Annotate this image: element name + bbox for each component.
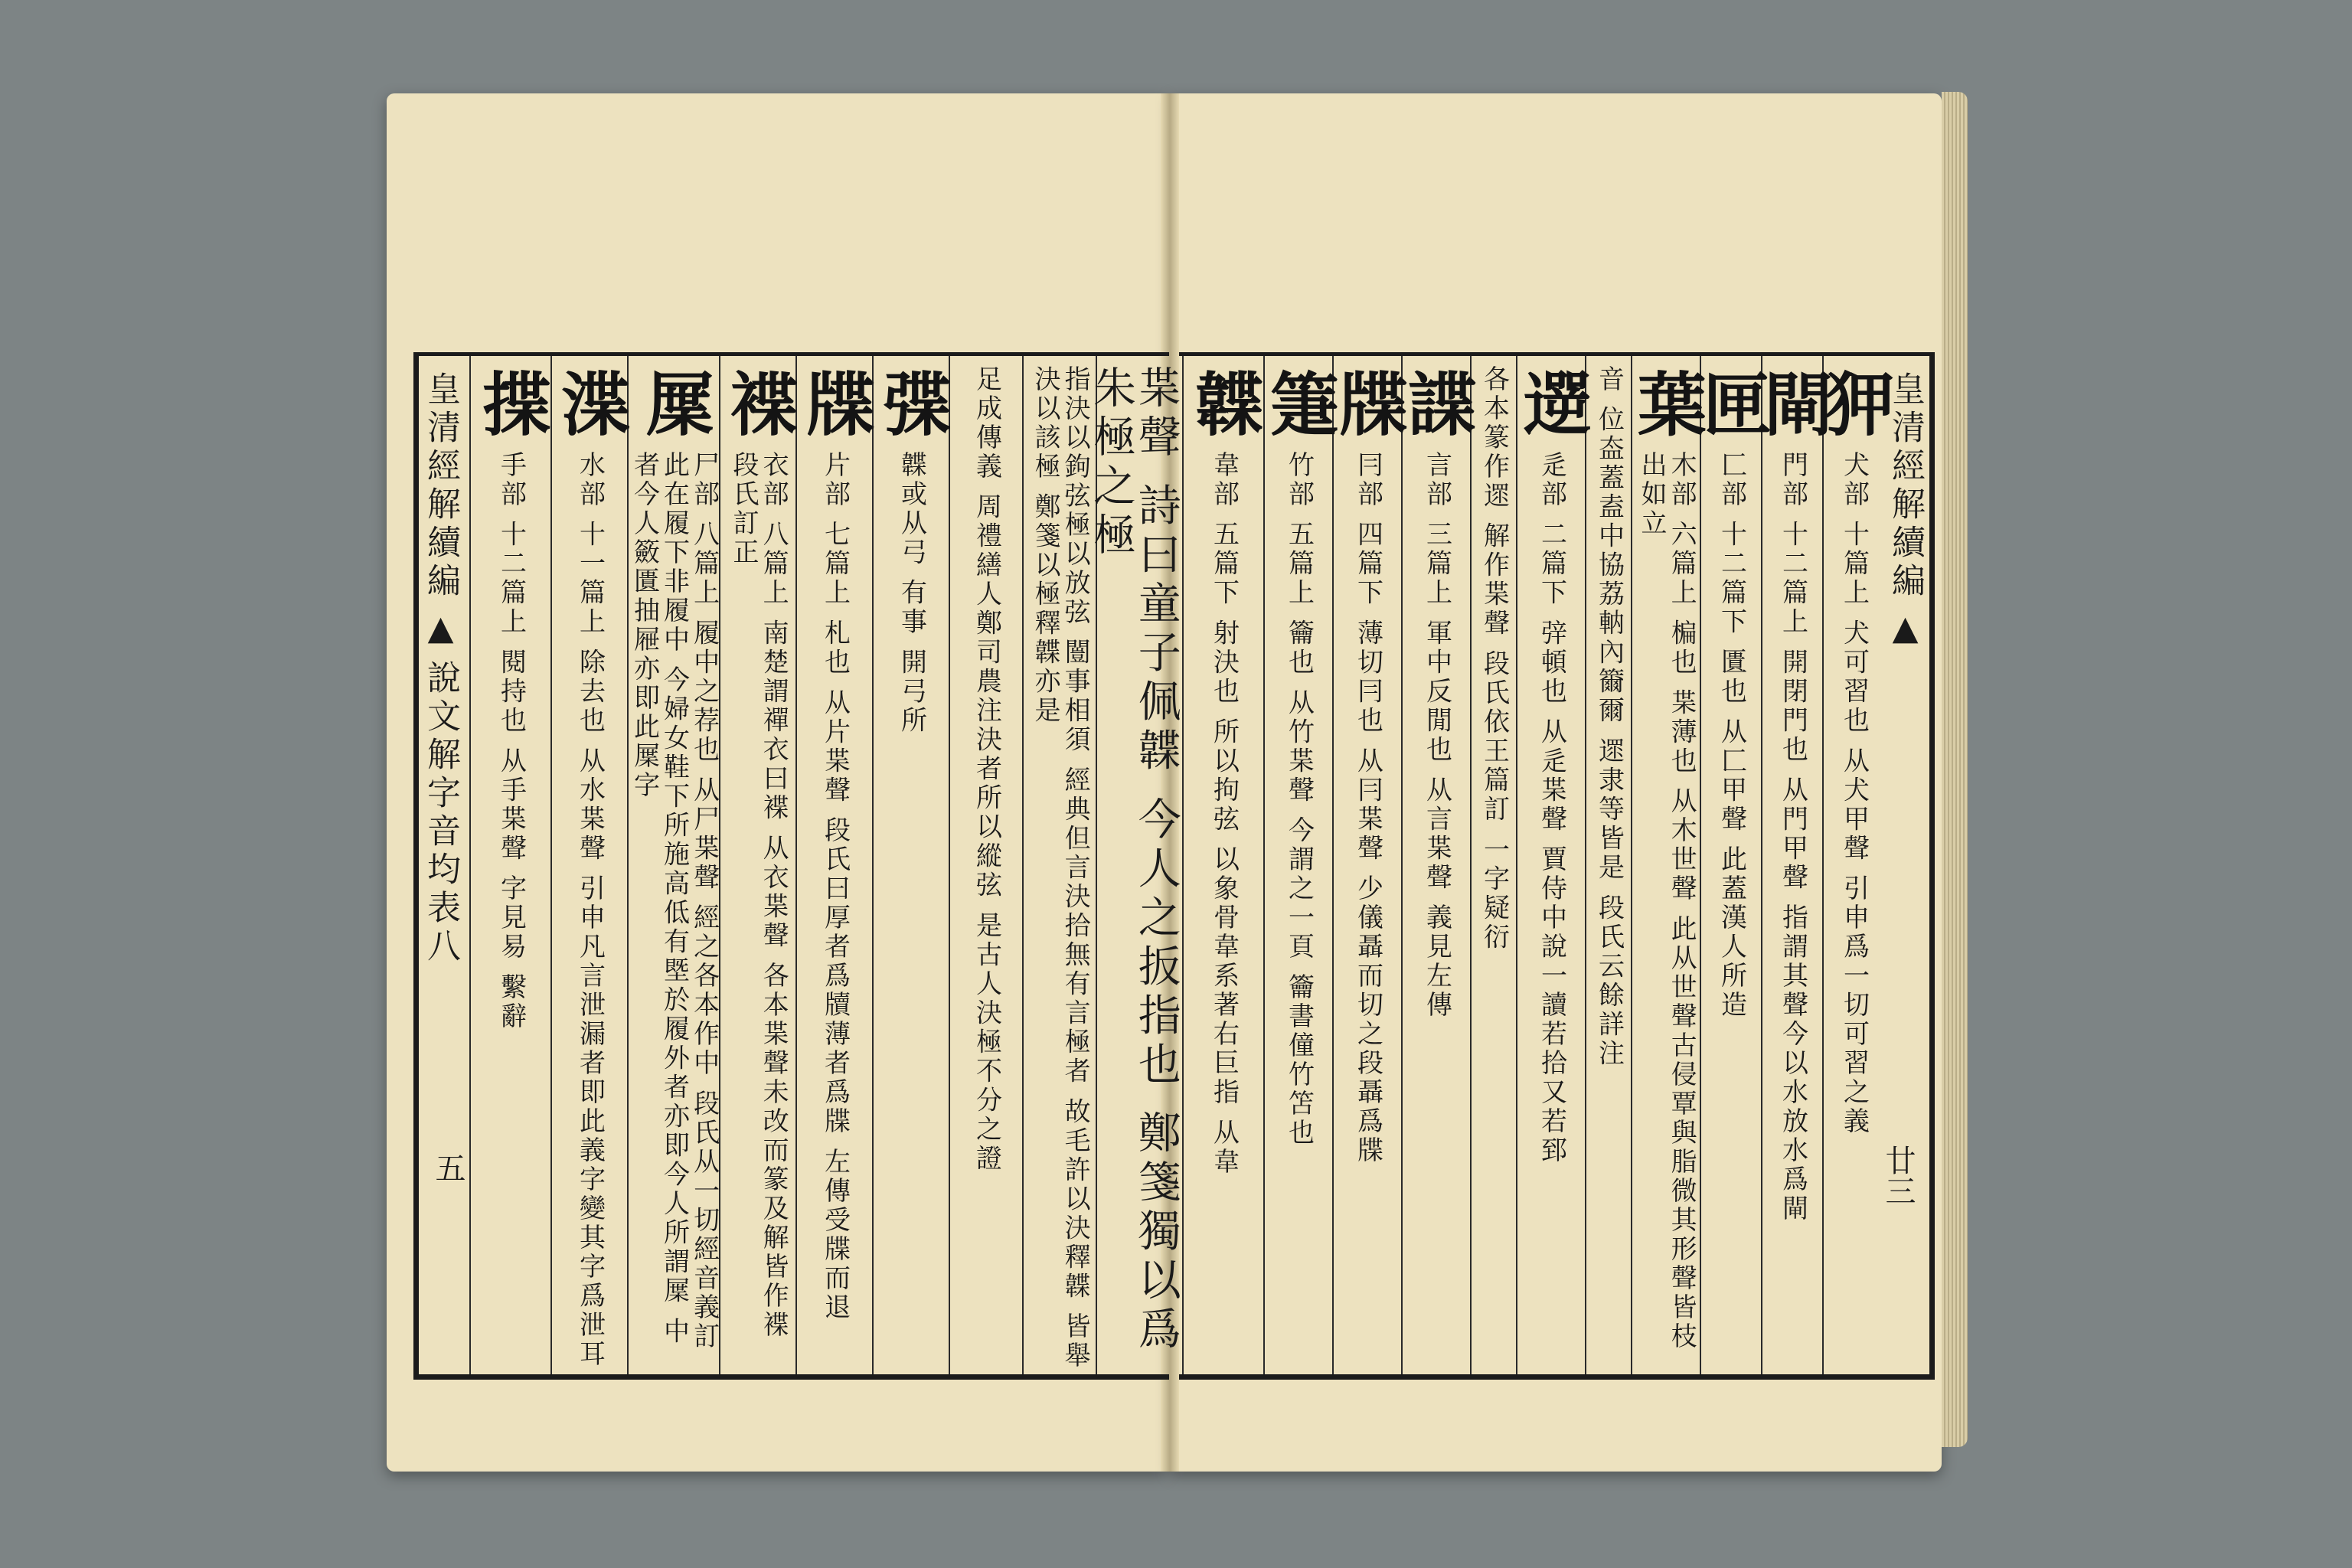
column-note: 匚部 十二篇下 匱也 从匚甲聲 此蓋漢人所造	[1716, 451, 1747, 1021]
banxin-section-title: 說文解字音均表八	[421, 660, 460, 966]
entry-headword: 弽	[871, 368, 952, 442]
column-note: 水部 十一篇上 除去也 从水枼聲 引申凡言泄漏者即此義字變其字爲泄耳	[574, 451, 606, 1370]
column-note: 手部 十二篇上 閱持也 从手枼聲 字見易 繫辭	[495, 451, 527, 1032]
column	[1813, 356, 1894, 1374]
column-note: 足成傳義 周禮繕人鄭司農注決者所以縱弦 是古人決極不分之證	[971, 365, 1002, 1174]
entry-headword: 褋	[717, 368, 799, 442]
column	[1327, 356, 1408, 1374]
column-note: 門部 十二篇上 開閉門也 从門甲聲 指謂其聲今以水放水爲閘	[1777, 451, 1808, 1224]
left-text-frame	[413, 352, 1181, 1380]
column-note: 各本篆作遝 解作枼聲 段氏依王篇訂 一字疑衍	[1478, 365, 1510, 952]
entry-headword: 韘	[1183, 368, 1264, 442]
left-banxin	[419, 356, 465, 1374]
left-leaf-number: 五	[430, 1152, 466, 1183]
column-note: 韘或从弓 有事 開弓所	[896, 451, 927, 736]
column-note: 音 位盇蓋盍中協荔軜內籋爾 遝隶等皆是 段氏云餘詳注	[1593, 365, 1625, 1069]
column-note: 木部 六篇上 楄也 枼薄也 从木世聲 此从世聲古侵覃與脂微其形聲皆枝出如立	[1636, 451, 1697, 1352]
column	[1625, 356, 1707, 1374]
right-banxin	[1883, 356, 1929, 1374]
entry-headword: 屟	[633, 368, 714, 442]
right-text-frame	[1179, 352, 1935, 1380]
column	[717, 356, 799, 1374]
fish-tail-icon: ▲	[1886, 609, 1925, 652]
column-note: 韋部 五篇下 射決也 所以拘弦 以象骨韋系著右巨指 从韋	[1208, 451, 1240, 1178]
column-note: 尸部 八篇上 履中之荐也 从尸枼聲 經之各本作中 段氏从一切經音義訂 此在履下非履中 今婦女鞋下所施高低有塈於履外者亦即今人所謂屟 中者今人籢匱抽屜亦即此屟字	[629, 451, 720, 1352]
column-note: 言部 三篇上 軍中反閒也 从言枼聲 義見左傳	[1421, 451, 1452, 1021]
column-text: 枼聲 詩曰童子佩韘 今人之扳指也 鄭箋獨以爲朱極之極	[1086, 365, 1181, 1356]
right-leaf-number: 廿三	[1880, 1145, 1916, 1206]
entry-headword: 狎	[1813, 368, 1894, 442]
column	[1690, 356, 1772, 1374]
column	[949, 356, 1022, 1374]
column	[1470, 356, 1516, 1374]
column	[1022, 356, 1096, 1374]
column	[871, 356, 952, 1374]
column-note: 指決以鉤弦極以放弦 闓事相須 經典但言決拾無有言極者 故毛許以決釋韘 皆舉決以該極 鄭箋以極釋韘亦是	[1030, 365, 1091, 1371]
column	[1086, 356, 1181, 1374]
column	[1585, 356, 1631, 1374]
column-note: 竹部 五篇上 籥也 从竹枼聲 今謂之一頁 籥書僮竹笘也	[1283, 451, 1315, 1148]
column-note: 冃部 四篇下 薄切冃也 从冃枼聲 少儀聶而切之段聶爲牒	[1352, 451, 1383, 1166]
column	[1182, 356, 1263, 1374]
entry-headword: 渫	[549, 368, 630, 442]
column	[1752, 356, 1833, 1374]
column-note: 衣部 八篇上 南楚謂禪衣曰褋 从衣枼聲 各本枼聲未改而篆及解皆作褋 段氏訂正	[728, 451, 789, 1341]
entry-headword: 箑	[1258, 368, 1339, 442]
banxin-book-title: 皇清經解續編	[1886, 371, 1925, 601]
banxin-book-title: 皇清經解續編	[421, 371, 460, 601]
fish-tail-icon: ▲	[421, 609, 460, 652]
column-note: 片部 七篇上 札也 从片枼聲 段氏曰厚者爲牘薄者爲牒 左傳受牒而退	[819, 451, 851, 1323]
page-edges	[1942, 92, 1968, 1447]
column	[1396, 356, 1477, 1374]
column	[549, 356, 630, 1374]
entry-headword: 遻	[1511, 368, 1592, 442]
column-note: 辵部 二篇下 㢹頓也 从辵枼聲 賈侍中說一讀若拾又若郅	[1536, 451, 1567, 1166]
entry-headword: 閘	[1752, 368, 1833, 442]
entry-headword: 揲	[470, 368, 551, 442]
entry-headword: 牒	[794, 368, 875, 442]
column	[794, 356, 875, 1374]
column	[1511, 356, 1592, 1374]
entry-headword: 葉	[1625, 368, 1707, 442]
entry-headword: 匣	[1690, 368, 1772, 442]
column-note: 犬部 十篇上 犬可習也 从犬甲聲 引申爲一切可習之義	[1838, 451, 1870, 1137]
entry-headword: 牒	[1327, 368, 1408, 442]
column	[1258, 356, 1339, 1374]
column	[627, 356, 719, 1374]
entry-headword: 諜	[1396, 368, 1477, 442]
column	[469, 356, 550, 1374]
